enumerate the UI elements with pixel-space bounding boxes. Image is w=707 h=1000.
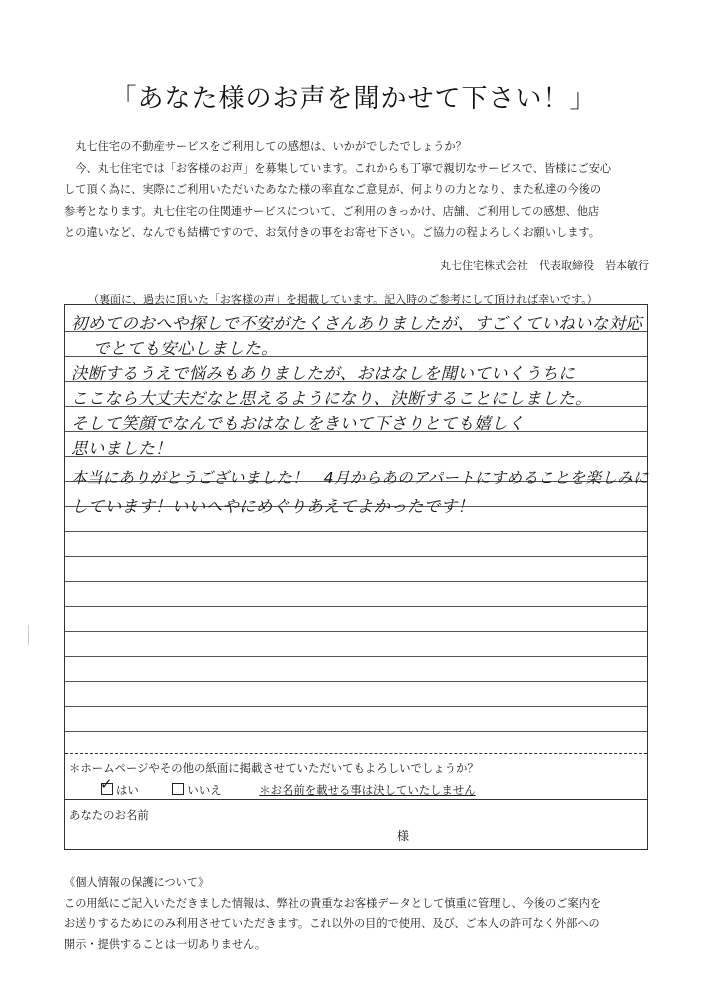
feedback-form-box — [64, 304, 648, 850]
handwritten-line: そして笑顔でなんでもおはなしをきいて下さりとても嬉しく — [71, 414, 525, 433]
name-divider — [65, 799, 647, 800]
handwritten-line: ここなら大丈夫だなと思えるようになり、決断することにしました。 — [71, 389, 592, 408]
handwritten-line: 思いました！ — [71, 439, 172, 458]
name-field-label: あなたのお名前 — [69, 808, 149, 822]
ruled-line — [65, 681, 647, 682]
privacy-heading: 《個人情報の保護について》 — [64, 876, 210, 889]
privacy-line: お送りするためにのみ利用させていただきます。これ以外の目的で使用、及び、ご本人の許可なく外部への — [64, 917, 600, 930]
name-suffix: 様 — [397, 829, 410, 843]
handwritten-line: 本当にありがとうございました！ 4月からあのアパートにすめることを楽しみに — [71, 469, 649, 487]
consent-options — [100, 775, 476, 798]
page-title: 「あなた様のお声を聞かせて下さい！」 — [110, 84, 597, 114]
handwritten-line: でとても安心しました。 — [93, 339, 278, 358]
intro-line: 丸七住宅の不動産サービスをご利用しての感想は、いかがでしたでしょうか？ — [75, 140, 467, 153]
ruled-line — [65, 706, 647, 707]
privacy-section — [64, 873, 674, 955]
intro-line: 参考となります。丸七住宅の住関連サービスについて、ご利用のきっかけ、店舗、ご利用しての感想、他店 — [64, 204, 600, 218]
yes-checkbox[interactable] — [100, 775, 113, 795]
intro-line: して頂く為に、実際にご利用いただいたあなた様の率直なご意見が、何よりの力となり、また私達の今後の — [64, 183, 602, 196]
yes-label: はい — [116, 783, 139, 797]
intro-line: との違いなど、なんでも結構ですので、お気付きの事をお寄せ下さい。ご協力の程よろしくお願いします。 — [64, 226, 600, 239]
no-label: いいえ — [187, 783, 222, 797]
consent-question: ＊ホームページやその他の紙面に掲載させていただいてもよろしいでしょうか？ — [69, 761, 479, 775]
ruled-line — [65, 581, 647, 582]
privacy-line: この用紙にご記入いただきました情報は、弊社の貴重なお客様データとして慎重に管理し、今後のご案内を — [64, 896, 602, 910]
intro-text — [64, 136, 654, 244]
back-page-notice: （裏面に、過去に頂いた「お客様の声」を掲載しています。記入時のご参考にして頂ければ幸いです。） — [88, 293, 598, 306]
consent-divider — [65, 753, 647, 754]
ruled-line — [65, 656, 647, 657]
ruled-line — [65, 556, 647, 557]
handwritten-line: しています！いいへやにめぐりあえてよかったです！ — [71, 497, 475, 516]
consent-yes-option[interactable] — [100, 775, 139, 798]
ruled-line — [65, 631, 647, 632]
company-signature: 丸七住宅株式会社 代表取締役 岩本敏行 — [440, 259, 649, 272]
ruled-line — [65, 606, 647, 607]
privacy-line: 開示・提供することは一切ありません。 — [64, 937, 267, 951]
name-not-published-note: ＊お名前を載せる事は決していたしません — [259, 783, 476, 797]
handwritten-line: 決断するうえで悩みもありましたが、おはなしを聞いていくうちに — [71, 364, 575, 383]
ruled-line — [65, 531, 647, 532]
consent-no-option[interactable] — [172, 782, 221, 798]
no-checkbox[interactable] — [172, 783, 184, 795]
handwritten-line: 初めてのおへや探しで不安がたくさんありましたが、すごくていねいな対応 — [71, 314, 643, 333]
intro-line: 今、丸七住宅では「お客様のお声」を募集しています。これからも丁寧で親切なサービスで、皆様にご安心 — [75, 161, 612, 175]
check-mark-icon: ✓ — [100, 775, 113, 793]
binding-mark — [28, 625, 35, 645]
ruled-line — [65, 731, 647, 732]
